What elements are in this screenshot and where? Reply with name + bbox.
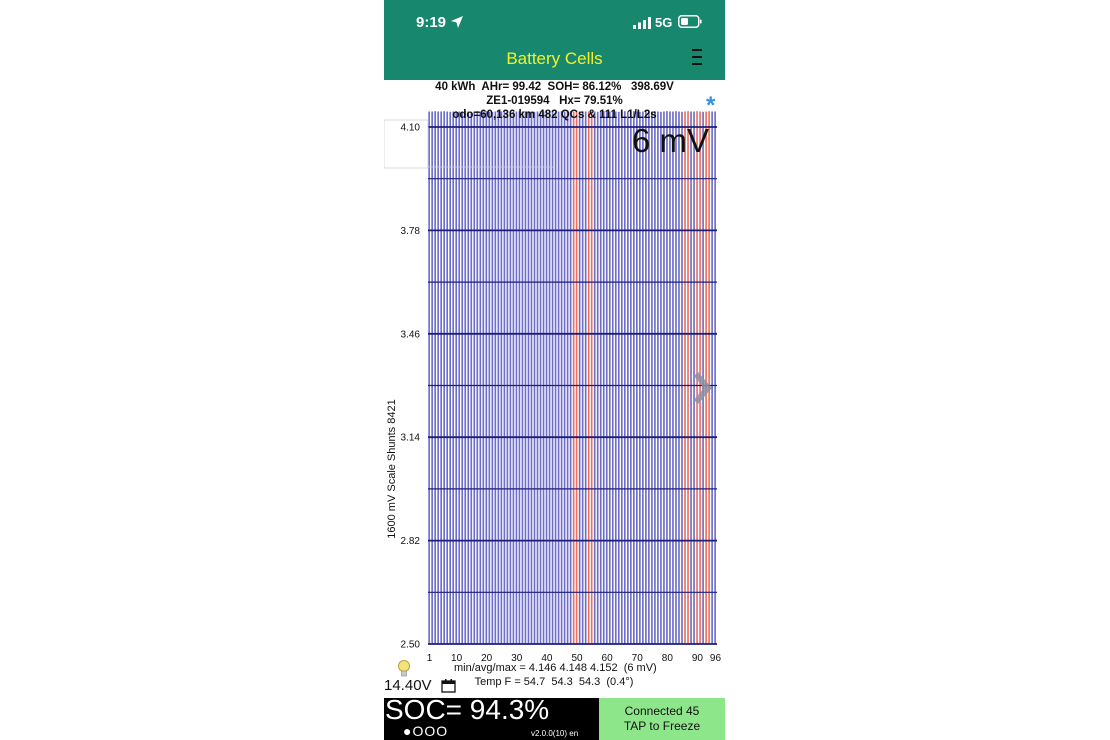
cell-bar-57 xyxy=(597,112,599,644)
x-tick-label: 10 xyxy=(451,653,463,664)
cell-bar-60 xyxy=(606,111,608,644)
x-tick-label: 30 xyxy=(511,653,523,664)
cell-delta-label: 6 mV xyxy=(632,122,710,159)
cell-bar-5 xyxy=(440,111,442,644)
y-tick-label: 3.78 xyxy=(400,225,420,237)
soc-panel xyxy=(384,694,599,740)
light-bulb-icon[interactable] xyxy=(396,659,412,679)
app-version: v2.0.0(10) en xyxy=(531,729,579,738)
cell-bar-50 xyxy=(576,112,578,644)
cell-bar-30 xyxy=(516,111,518,644)
cell-bar-27 xyxy=(507,111,509,644)
menu-icon[interactable] xyxy=(690,47,704,67)
cell-bar-75 xyxy=(651,111,653,644)
cell-bar-25 xyxy=(501,111,503,644)
cell-bar-15 xyxy=(470,112,472,644)
status-time: 9:19 xyxy=(416,14,447,31)
cell-bar-51 xyxy=(579,111,581,644)
x-tick-label: 96 xyxy=(709,653,722,664)
aux-battery-voltage: 14.40V xyxy=(384,677,432,694)
cell-bar-40 xyxy=(546,111,548,644)
x-tick-label: 1 xyxy=(426,653,433,664)
cell-bar-42 xyxy=(552,111,554,644)
cell-bar-29 xyxy=(513,112,515,644)
cell-bar-19 xyxy=(482,111,484,644)
cell-bar-1 xyxy=(428,111,430,644)
cell-bar-26 xyxy=(504,111,506,644)
cell-bar-63 xyxy=(615,111,617,644)
cell-bar-33 xyxy=(525,111,527,644)
cell-bar-53 xyxy=(585,111,587,644)
min-avg-max: min/avg/max = 4.146 4.148 4.152 (6 mV) xyxy=(454,662,657,674)
favorite-star-icon[interactable]: * xyxy=(706,92,716,119)
cell-bar-85 xyxy=(681,112,683,644)
x-tick-label: 60 xyxy=(601,653,613,664)
cell-bar-56 xyxy=(594,111,596,644)
temperature-summary: Temp F = 54.7 54.3 54.3 (0.4°) xyxy=(474,676,634,688)
x-tick-label: 20 xyxy=(481,653,493,664)
stats-line-capacity: 40 kWh AHr= 99.42 SOH= 86.12% 398.69V xyxy=(435,81,674,93)
phone-screen xyxy=(384,0,725,740)
x-tick-label: 40 xyxy=(541,653,553,664)
cell-bar-94 xyxy=(708,111,710,644)
battery-icon xyxy=(678,15,702,28)
cell-bar-45 xyxy=(561,111,563,644)
cell-bar-21 xyxy=(489,111,491,644)
tap-to-freeze-button[interactable] xyxy=(599,698,725,740)
cell-bar-66 xyxy=(624,111,626,644)
cell-bar-13 xyxy=(464,111,466,644)
cell-bar-52 xyxy=(582,111,584,644)
signal-icon xyxy=(633,17,651,29)
cell-bar-80 xyxy=(666,111,668,644)
cell-bar-88 xyxy=(690,111,692,644)
cell-bar-32 xyxy=(522,111,524,644)
screen-title: Battery Cells xyxy=(506,49,603,68)
cell-bar-64 xyxy=(618,112,620,644)
cell-bar-3 xyxy=(434,111,436,644)
y-tick-label: 3.46 xyxy=(400,329,420,341)
cell-bar-86 xyxy=(684,111,686,644)
cell-bar-37 xyxy=(537,111,539,644)
cell-bar-9 xyxy=(452,111,454,644)
cell-bar-2 xyxy=(431,111,433,644)
cell-bar-55 xyxy=(591,111,593,644)
cell-bar-18 xyxy=(479,111,481,644)
cell-voltage-chart[interactable] xyxy=(384,100,725,700)
cell-bar-39 xyxy=(543,111,545,644)
cell-bar-62 xyxy=(612,111,614,644)
cell-bar-87 xyxy=(687,111,689,644)
cell-bar-35 xyxy=(531,111,533,644)
cell-bar-10 xyxy=(455,111,457,644)
cell-bar-72 xyxy=(642,111,644,644)
cell-bar-14 xyxy=(467,111,469,644)
cell-bar-54 xyxy=(588,111,590,644)
x-tick-label: 70 xyxy=(631,653,643,664)
cell-bar-11 xyxy=(458,111,460,644)
cell-bar-89 xyxy=(693,111,695,644)
connection-status: Connected 45 xyxy=(624,704,700,718)
x-tick-label: 80 xyxy=(661,653,673,664)
cell-bar-36 xyxy=(534,112,536,644)
cell-bar-78 xyxy=(660,112,662,644)
cell-bar-46 xyxy=(564,111,566,644)
cell-bar-71 xyxy=(639,112,641,644)
cell-bar-17 xyxy=(476,111,478,644)
cell-bar-70 xyxy=(636,111,638,644)
cell-bar-41 xyxy=(549,111,551,644)
cell-bar-61 xyxy=(609,111,611,644)
y-tick-label: 2.82 xyxy=(400,536,420,548)
cell-bar-83 xyxy=(675,111,677,644)
y-tick-label: 4.10 xyxy=(400,122,420,134)
cell-bar-74 xyxy=(648,111,650,644)
cell-bar-44 xyxy=(558,111,560,644)
cell-bar-69 xyxy=(633,111,635,644)
cell-bar-79 xyxy=(663,111,665,644)
app-header xyxy=(384,0,725,80)
cell-bar-47 xyxy=(567,111,569,644)
cell-bar-31 xyxy=(519,111,521,644)
x-tick-label: 50 xyxy=(571,653,583,664)
cell-bar-38 xyxy=(540,111,542,644)
cell-bar-81 xyxy=(669,111,671,644)
cell-bar-58 xyxy=(600,111,602,644)
y-tick-label: 3.14 xyxy=(400,432,420,444)
cell-bar-77 xyxy=(657,111,659,644)
cell-bar-76 xyxy=(654,111,656,644)
cell-bar-34 xyxy=(528,111,530,644)
stats-line-odometer: odo=60,136 km 482 QCs & 111 L1/L2s xyxy=(452,109,657,121)
cell-bar-16 xyxy=(473,111,475,644)
cell-bar-59 xyxy=(603,111,605,644)
cell-bar-82 xyxy=(672,111,674,644)
cell-bar-4 xyxy=(437,111,439,644)
cell-bar-23 xyxy=(495,111,497,644)
cell-bar-43 xyxy=(555,112,557,644)
cell-bar-28 xyxy=(510,111,512,644)
cell-bar-96 xyxy=(714,111,716,644)
cell-bar-67 xyxy=(627,111,629,644)
cell-bar-24 xyxy=(498,111,500,644)
cell-bar-20 xyxy=(486,111,488,644)
y-axis-label: 1600 mV Scale Shunts 8421 xyxy=(386,399,398,539)
cell-bar-7 xyxy=(446,111,448,644)
stats-line-id: ZE1-019594 Hx= 79.51% xyxy=(486,95,623,107)
freeze-label: TAP to Freeze xyxy=(623,719,701,733)
cell-bar-84 xyxy=(678,111,680,644)
cell-bar-6 xyxy=(443,111,445,644)
cell-bar-8 xyxy=(449,112,451,644)
y-tick-label: 2.50 xyxy=(400,639,420,651)
cell-bar-65 xyxy=(621,111,623,644)
cell-bar-22 xyxy=(492,112,494,644)
cell-bar-12 xyxy=(461,111,463,644)
cell-bar-93 xyxy=(705,111,707,644)
cell-bar-48 xyxy=(570,111,572,644)
location-arrow-icon xyxy=(450,15,464,29)
cell-bar-49 xyxy=(573,111,575,644)
cell-bar-73 xyxy=(645,111,647,644)
cell-bar-68 xyxy=(630,111,632,644)
page-indicator[interactable]: ●OOO xyxy=(403,723,449,739)
network-label: 5G xyxy=(655,15,673,30)
cell-bar-95 xyxy=(711,111,713,644)
x-tick-label: 90 xyxy=(691,653,703,664)
soc-value: SOC= 94.3% xyxy=(385,694,550,725)
